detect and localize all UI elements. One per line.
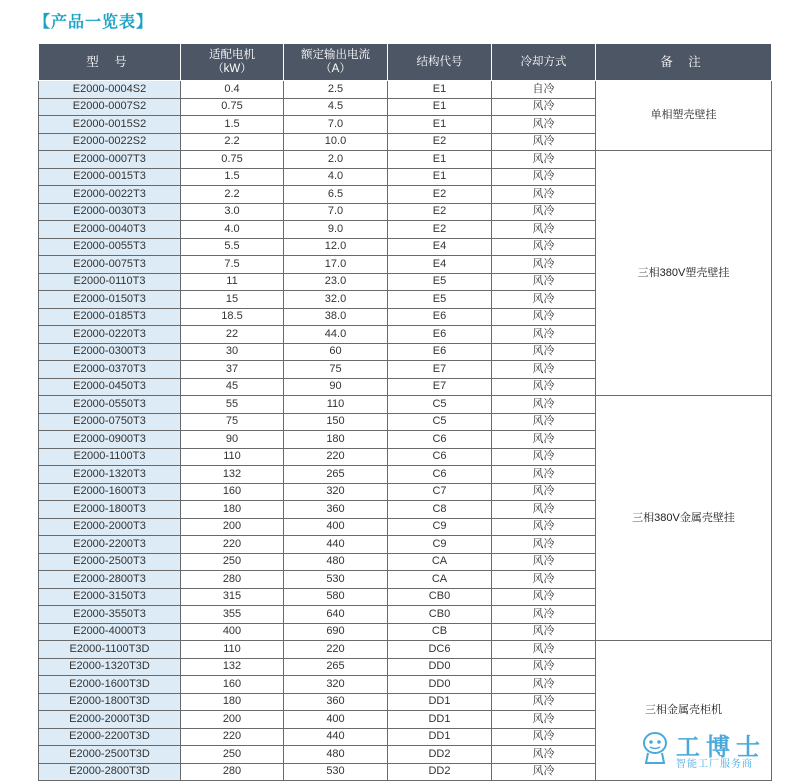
cell-rated-current: 110 [284,396,388,414]
cell-structure-code: C8 [388,501,492,519]
cell-motor-power: 220 [181,536,284,554]
cell-model: E2000-0075T3 [39,256,181,274]
cell-rated-current: 180 [284,431,388,449]
cell-motor-power: 15 [181,291,284,309]
cell-motor-power: 90 [181,431,284,449]
cell-structure-code: E2 [388,133,492,151]
cell-motor-power: 200 [181,711,284,729]
cell-structure-code: DD1 [388,693,492,711]
header-rated-current [284,44,388,81]
cell-motor-power: 18.5 [181,308,284,326]
cell-cooling: 风冷 [492,623,596,641]
cell-cooling: 风冷 [492,553,596,571]
cell-structure-code: CA [388,553,492,571]
cell-rated-current: 480 [284,746,388,764]
cell-model: E2000-0015S2 [39,116,181,134]
cell-remark: 单相塑壳壁挂 [596,81,772,151]
cell-structure-code: E6 [388,326,492,344]
cell-structure-code: E2 [388,203,492,221]
header-cooling-line1: 冷却方式 [520,56,567,68]
cell-cooling: 风冷 [492,431,596,449]
table-body [39,81,772,781]
cell-rated-current: 220 [284,641,388,659]
cell-motor-power: 37 [181,361,284,379]
cell-structure-code: DD1 [388,711,492,729]
cell-remark: 三相金属壳柜机 [596,641,772,781]
header-rated-current-line2: （A） [320,63,351,75]
cell-cooling: 风冷 [492,711,596,729]
cell-rated-current: 23.0 [284,273,388,291]
cell-motor-power: 250 [181,746,284,764]
cell-model: E2000-1320T3 [39,466,181,484]
cell-motor-power: 1.5 [181,168,284,186]
cell-rated-current: 360 [284,693,388,711]
cell-structure-code: DD1 [388,728,492,746]
cell-model: E2000-2800T3 [39,571,181,589]
cell-rated-current: 17.0 [284,256,388,274]
cell-motor-power: 160 [181,676,284,694]
cell-model: E2000-0022S2 [39,133,181,151]
table-row [39,396,772,414]
cell-rated-current: 4.5 [284,98,388,116]
cell-cooling: 风冷 [492,326,596,344]
cell-cooling: 风冷 [492,728,596,746]
cell-model: E2000-0220T3 [39,326,181,344]
cell-structure-code: E6 [388,343,492,361]
cell-model: E2000-2000T3D [39,711,181,729]
cell-model: E2000-0750T3 [39,413,181,431]
cell-model: E2000-0185T3 [39,308,181,326]
cell-model: E2000-0007T3 [39,151,181,169]
cell-rated-current: 9.0 [284,221,388,239]
cell-rated-current: 440 [284,728,388,746]
cell-structure-code: E7 [388,378,492,396]
cell-motor-power: 280 [181,571,284,589]
cell-model: E2000-1100T3D [39,641,181,659]
cell-model: E2000-0550T3 [39,396,181,414]
cell-rated-current: 400 [284,711,388,729]
cell-motor-power: 75 [181,413,284,431]
header-model [39,44,181,81]
cell-cooling: 风冷 [492,483,596,501]
cell-cooling: 风冷 [492,501,596,519]
cell-cooling: 风冷 [492,221,596,239]
cell-motor-power: 0.4 [181,81,284,99]
cell-motor-power: 0.75 [181,98,284,116]
table-row [39,151,772,169]
cell-rated-current: 400 [284,518,388,536]
cell-remark: 三相380V塑壳壁挂 [596,151,772,396]
cell-model: E2000-0300T3 [39,343,181,361]
cell-motor-power: 3.0 [181,203,284,221]
header-model-line1: 型 号 [86,55,133,69]
cell-cooling: 风冷 [492,448,596,466]
cell-motor-power: 2.2 [181,133,284,151]
cell-model: E2000-0015T3 [39,168,181,186]
cell-model: E2000-0055T3 [39,238,181,256]
cell-cooling: 风冷 [492,396,596,414]
cell-structure-code: CA [388,571,492,589]
cell-model: E2000-0030T3 [39,203,181,221]
cell-motor-power: 45 [181,378,284,396]
header-row [39,44,772,81]
cell-rated-current: 90 [284,378,388,396]
cell-motor-power: 315 [181,588,284,606]
cell-rated-current: 440 [284,536,388,554]
table-header [39,44,772,81]
cell-motor-power: 160 [181,483,284,501]
cell-model: E2000-0450T3 [39,378,181,396]
cell-model: E2000-2200T3D [39,728,181,746]
cell-rated-current: 150 [284,413,388,431]
cell-motor-power: 11 [181,273,284,291]
cell-rated-current: 44.0 [284,326,388,344]
cell-motor-power: 250 [181,553,284,571]
cell-structure-code: E4 [388,238,492,256]
cell-structure-code: DD0 [388,676,492,694]
cell-motor-power: 132 [181,658,284,676]
cell-motor-power: 200 [181,518,284,536]
cell-model: E2000-1600T3D [39,676,181,694]
cell-structure-code: E1 [388,151,492,169]
cell-cooling: 风冷 [492,98,596,116]
cell-rated-current: 640 [284,606,388,624]
cell-cooling: 风冷 [492,676,596,694]
cell-rated-current: 480 [284,553,388,571]
table-row [39,641,772,659]
cell-cooling: 风冷 [492,746,596,764]
cell-remark: 三相380V金属壳壁挂 [596,396,772,641]
cell-structure-code: C6 [388,466,492,484]
header-remark-line1: 备 注 [660,55,707,69]
cell-model: E2000-0022T3 [39,186,181,204]
cell-structure-code: E2 [388,186,492,204]
header-structure-code-line1: 结构代号 [416,56,463,68]
header-structure-code [388,44,492,81]
header-rated-current-line1: 额定输出电流 [301,49,370,61]
cell-cooling: 风冷 [492,273,596,291]
cell-structure-code: E1 [388,81,492,99]
cell-model: E2000-0040T3 [39,221,181,239]
cell-cooling: 风冷 [492,256,596,274]
cell-model: E2000-3550T3 [39,606,181,624]
cell-cooling: 风冷 [492,133,596,151]
cell-motor-power: 5.5 [181,238,284,256]
cell-cooling: 风冷 [492,308,596,326]
cell-structure-code: DD0 [388,658,492,676]
cell-motor-power: 2.2 [181,186,284,204]
cell-rated-current: 220 [284,448,388,466]
cell-rated-current: 60 [284,343,388,361]
header-motor-power [181,44,284,81]
product-table [38,43,772,781]
cell-cooling: 风冷 [492,116,596,134]
cell-model: E2000-2800T3D [39,763,181,781]
cell-motor-power: 132 [181,466,284,484]
cell-cooling: 风冷 [492,203,596,221]
cell-cooling: 风冷 [492,641,596,659]
cell-rated-current: 690 [284,623,388,641]
cell-structure-code: CB [388,623,492,641]
cell-motor-power: 355 [181,606,284,624]
cell-cooling: 风冷 [492,186,596,204]
cell-structure-code: E1 [388,116,492,134]
cell-cooling: 风冷 [492,168,596,186]
cell-structure-code: C6 [388,431,492,449]
cell-structure-code: E5 [388,273,492,291]
cell-model: E2000-1320T3D [39,658,181,676]
cell-model: E2000-0370T3 [39,361,181,379]
cell-structure-code: C5 [388,413,492,431]
cell-motor-power: 55 [181,396,284,414]
cell-rated-current: 7.0 [284,116,388,134]
cell-motor-power: 400 [181,623,284,641]
cell-model: E2000-2500T3 [39,553,181,571]
cell-cooling: 风冷 [492,151,596,169]
cell-model: E2000-3150T3 [39,588,181,606]
cell-rated-current: 32.0 [284,291,388,309]
cell-cooling: 风冷 [492,606,596,624]
cell-structure-code: E2 [388,221,492,239]
watermark [640,729,790,769]
page-title: 【产品一览表】 [34,14,154,31]
cell-cooling: 风冷 [492,238,596,256]
cell-structure-code: DD2 [388,746,492,764]
cell-rated-current: 12.0 [284,238,388,256]
cell-structure-code: E6 [388,308,492,326]
cell-rated-current: 320 [284,676,388,694]
watermark-brand: 工博士 [676,732,766,761]
cell-motor-power: 30 [181,343,284,361]
cell-model: E2000-0150T3 [39,291,181,309]
cell-structure-code: E4 [388,256,492,274]
cell-rated-current: 360 [284,501,388,519]
cell-structure-code: C5 [388,396,492,414]
cell-model: E2000-0004S2 [39,81,181,99]
cell-model: E2000-1100T3 [39,448,181,466]
cell-rated-current: 265 [284,658,388,676]
cell-model: E2000-2000T3 [39,518,181,536]
cell-cooling: 风冷 [492,571,596,589]
header-cooling [492,44,596,81]
cell-model: E2000-1800T3D [39,693,181,711]
cell-cooling: 风冷 [492,413,596,431]
cell-model: E2000-2200T3 [39,536,181,554]
cell-rated-current: 530 [284,571,388,589]
cell-rated-current: 580 [284,588,388,606]
cell-model: E2000-1800T3 [39,501,181,519]
cell-cooling: 风冷 [492,658,596,676]
cell-cooling: 风冷 [492,588,596,606]
cell-model: E2000-1600T3 [39,483,181,501]
cell-rated-current: 2.5 [284,81,388,99]
cell-cooling: 风冷 [492,763,596,781]
cell-motor-power: 1.5 [181,116,284,134]
cell-motor-power: 7.5 [181,256,284,274]
cell-structure-code: C9 [388,536,492,554]
cell-model: E2000-0007S2 [39,98,181,116]
cell-structure-code: E5 [388,291,492,309]
cell-cooling: 风冷 [492,378,596,396]
cell-motor-power: 110 [181,641,284,659]
cell-structure-code: C6 [388,448,492,466]
cell-motor-power: 0.75 [181,151,284,169]
header-remark [596,44,772,81]
header-motor-power-line1: 适配电机 [209,49,255,61]
cell-motor-power: 4.0 [181,221,284,239]
cell-structure-code: C7 [388,483,492,501]
header-motor-power-line2: （kW） [212,63,252,75]
cell-cooling: 风冷 [492,291,596,309]
cell-structure-code: CB0 [388,588,492,606]
cell-rated-current: 4.0 [284,168,388,186]
cell-cooling: 风冷 [492,343,596,361]
cell-model: E2000-0110T3 [39,273,181,291]
table-row [39,81,772,99]
cell-structure-code: E1 [388,168,492,186]
cell-rated-current: 7.0 [284,203,388,221]
cell-structure-code: CB0 [388,606,492,624]
cell-motor-power: 280 [181,763,284,781]
cell-motor-power: 180 [181,501,284,519]
cell-rated-current: 10.0 [284,133,388,151]
cell-structure-code: DC6 [388,641,492,659]
cell-rated-current: 2.0 [284,151,388,169]
cell-cooling: 风冷 [492,536,596,554]
cell-structure-code: C9 [388,518,492,536]
cell-motor-power: 22 [181,326,284,344]
cell-cooling: 风冷 [492,518,596,536]
mascot-icon [640,731,670,765]
cell-model: E2000-4000T3 [39,623,181,641]
cell-motor-power: 220 [181,728,284,746]
cell-rated-current: 530 [284,763,388,781]
cell-cooling: 风冷 [492,361,596,379]
cell-rated-current: 75 [284,361,388,379]
cell-model: E2000-2500T3D [39,746,181,764]
cell-motor-power: 110 [181,448,284,466]
cell-rated-current: 265 [284,466,388,484]
cell-model: E2000-0900T3 [39,431,181,449]
cell-rated-current: 6.5 [284,186,388,204]
cell-rated-current: 320 [284,483,388,501]
cell-cooling: 风冷 [492,693,596,711]
watermark-tagline: 智能工厂服务商 [676,759,753,770]
cell-structure-code: E1 [388,98,492,116]
cell-motor-power: 180 [181,693,284,711]
cell-structure-code: E7 [388,361,492,379]
cell-structure-code: DD2 [388,763,492,781]
cell-rated-current: 38.0 [284,308,388,326]
cell-cooling: 自冷 [492,81,596,99]
cell-cooling: 风冷 [492,466,596,484]
